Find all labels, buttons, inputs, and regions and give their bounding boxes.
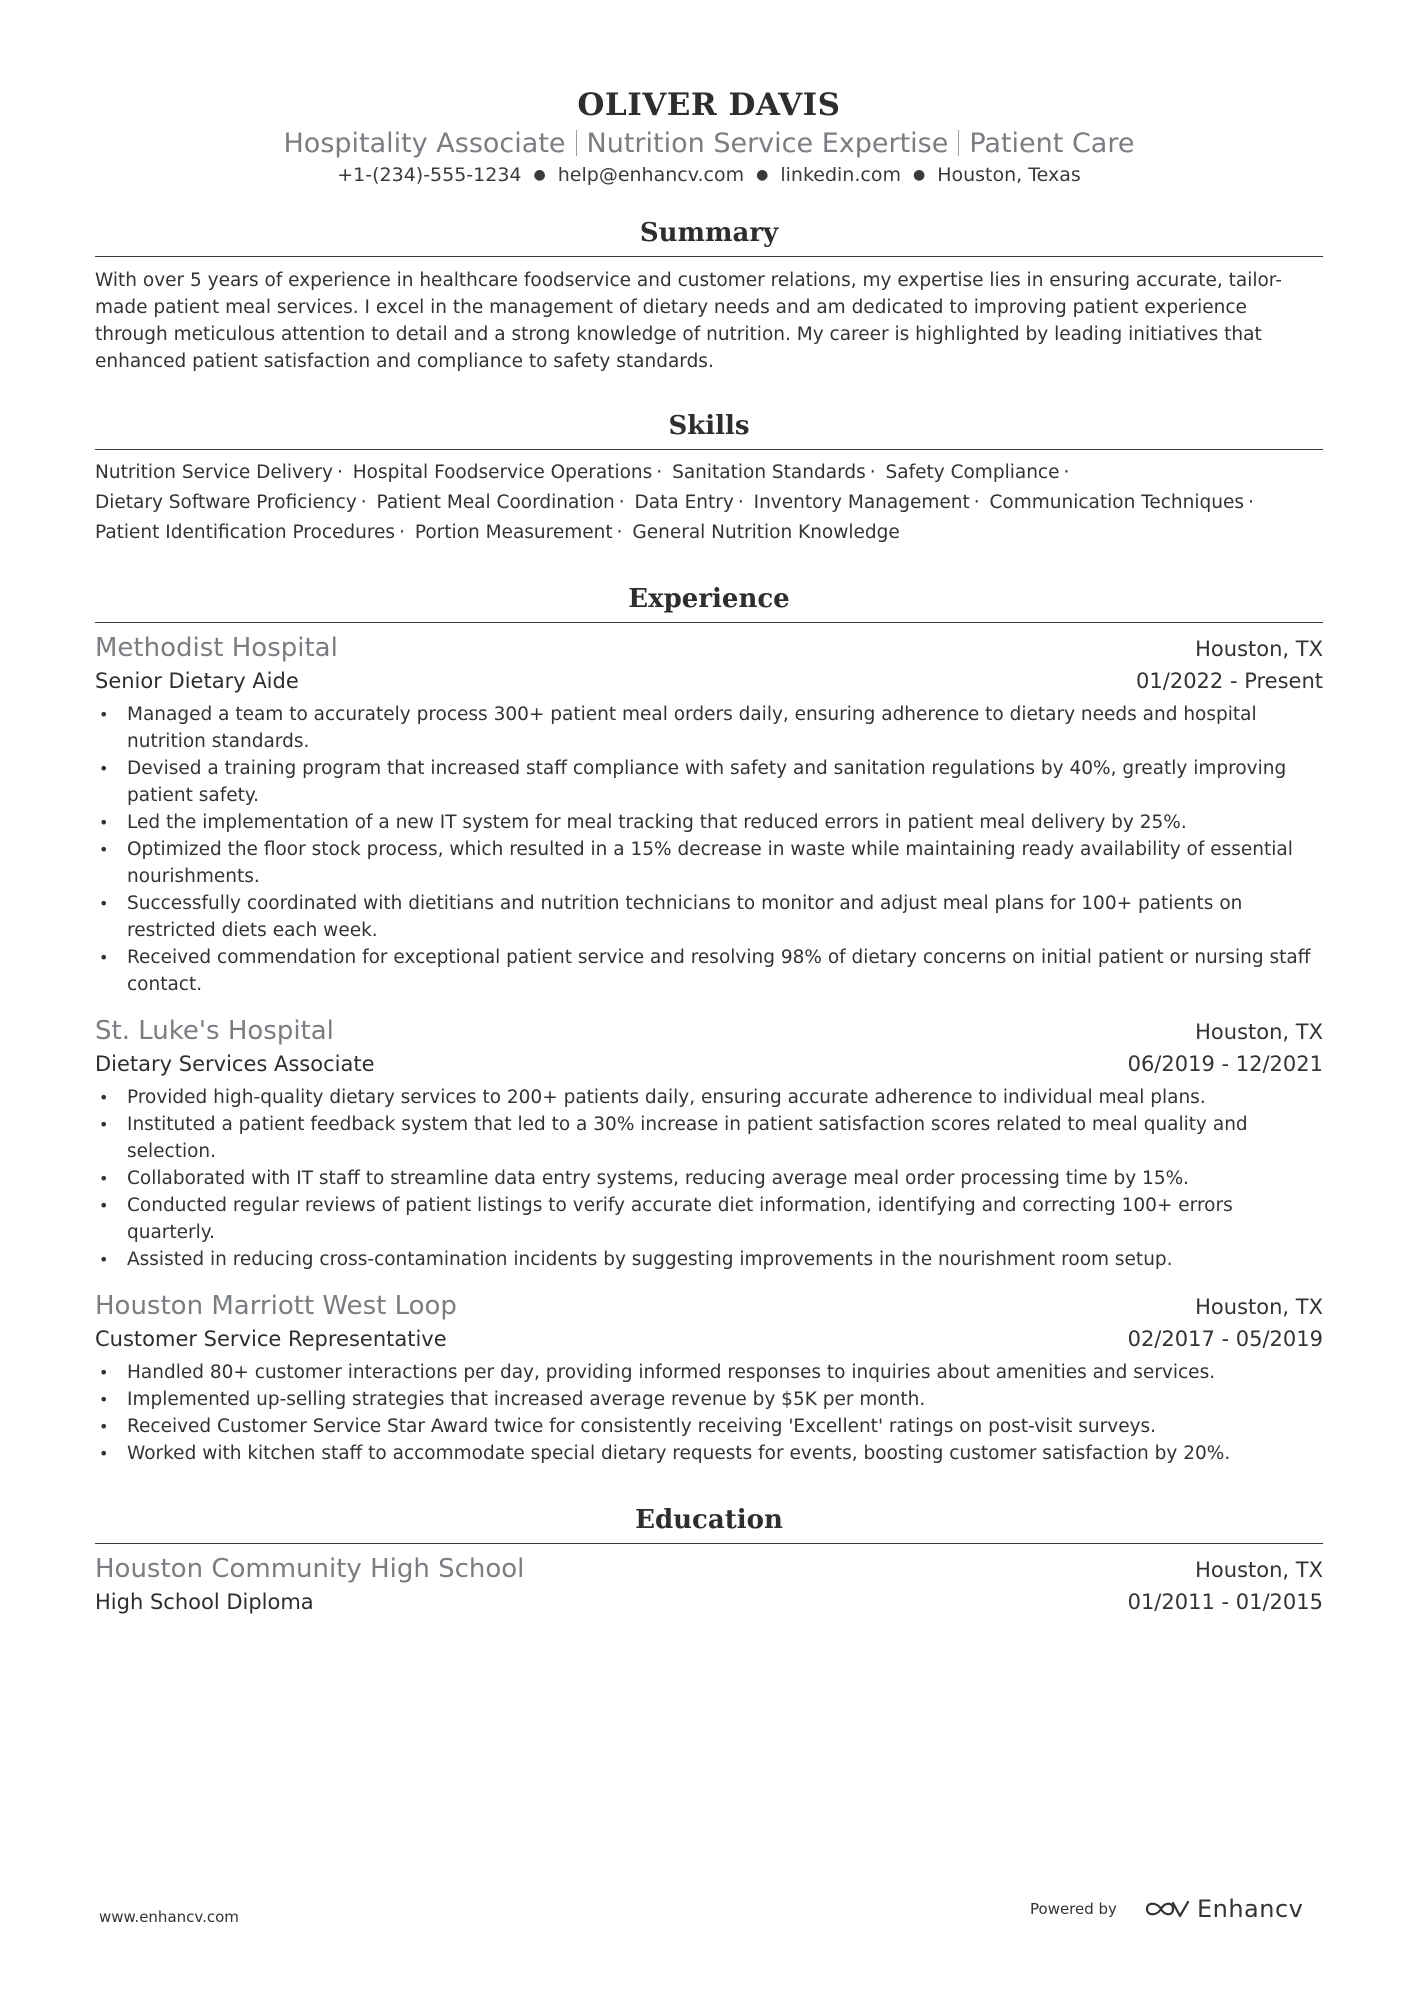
company-name: Methodist Hospital [95, 633, 338, 663]
achievement-item: • Devised a training program that increased staff compliance with safety and sanitation regulations by 40%, greatly improving patient safety. [95, 755, 1323, 809]
achievement-list [95, 1359, 1323, 1467]
headline-item: Patient Care [969, 128, 1135, 159]
achievement-item: • Provided high-quality dietary services to 200+ patients daily, ensuring accurate adherence to individual meal plans. [95, 1084, 1323, 1111]
achievement-item: • Received commendation for exceptional patient service and resolving 98% of dietary concerns on initial patient or nursing staff contact. [95, 944, 1323, 998]
job-title: Dietary Services Associate [95, 1052, 375, 1076]
achievement-item: • Received Customer Service Star Award twice for consistently receiving 'Excellent' ratings on post-visit surveys. [95, 1413, 1323, 1440]
achievement-item: • Optimized the floor stock process, which resulted in a 15% decrease in waste while maintaining ready availability of essential nourishments. [95, 836, 1323, 890]
contact-line [95, 162, 1323, 188]
email-link[interactable]: help@enhancv.com [557, 164, 745, 186]
achievement-item: • Collaborated with IT staff to streamline data entry systems, reducing average meal order processing time by 15%. [95, 1165, 1323, 1192]
footer-website-link[interactable]: www.enhancv.com [99, 1908, 239, 1926]
job-title: Customer Service Representative [95, 1327, 447, 1351]
education-dates: 01/2011 - 01/2015 [1127, 1590, 1323, 1614]
skill-item: Portion Measurement · [414, 522, 623, 543]
summary-section [95, 216, 1323, 375]
candidate-name: OLIVER DAVIS [577, 87, 841, 123]
achievement-item: • Implemented up-selling strategies that increased average revenue by $5K per month. [95, 1386, 1323, 1413]
section-title-education: Education [95, 1503, 1323, 1544]
degree: High School Diploma [95, 1590, 314, 1614]
phone: +1-(234)-555-1234 [337, 164, 522, 186]
skill-item: Data Entry · [634, 492, 744, 513]
achievement-item: • Worked with kitchen staff to accommodate special dietary requests for events, boosting customer satisfaction by 20%. [95, 1440, 1323, 1467]
section-title-experience: Experience [95, 582, 1323, 623]
contact-separator-icon: ● [756, 167, 769, 183]
achievement-list [95, 1084, 1323, 1273]
footer-branding[interactable] [1030, 1895, 1303, 1923]
achievement-item: • Successfully coordinated with dietitians and nutrition technicians to monitor and adjust meal plans for 100+ patients on restricted diets each week. [95, 890, 1323, 944]
skill-item: Patient Identification Procedures · [95, 522, 405, 543]
education-entry [95, 1552, 1323, 1618]
section-title-skills: Skills [95, 409, 1323, 450]
experience-entry [95, 1014, 1323, 1273]
achievement-item: • Handled 80+ customer interactions per day, providing informed responses to inquiries about amenities and services. [95, 1359, 1323, 1386]
skill-item: Dietary Software Proficiency · [95, 492, 367, 513]
skill-item: Sanitation Standards · [672, 462, 876, 483]
skill-item: Hospital Foodservice Operations · [352, 462, 663, 483]
job-location: Houston, TX [1195, 637, 1323, 661]
headline-item: Hospitality Associate [283, 128, 566, 159]
summary-text: With over 5 years of experience in healthcare foodservice and customer relations, my expertise lies in ensuring accurate, tailor-made patient meal services. I excel in the management of dietary needs and am dedicated to improving patient experience through meticulous attention to detail and a strong knowledge of nutrition. My career is highlighted by leading initiatives that enhanced patient satisfaction and compliance to safety standards. [95, 270, 1282, 372]
achievement-item: • Led the implementation of a new IT system for meal tracking that reduced errors in patient meal delivery by 25%. [95, 809, 1323, 836]
job-location: Houston, TX [1195, 1020, 1323, 1044]
company-name: Houston Marriott West Loop [95, 1291, 457, 1321]
skills-list [95, 458, 1323, 548]
job-dates: 06/2019 - 12/2021 [1127, 1052, 1323, 1076]
job-dates: 02/2017 - 05/2019 [1127, 1327, 1323, 1351]
powered-by-label: Powered by [1030, 1900, 1117, 1918]
experience-section [95, 582, 1323, 1467]
achievement-item: • Instituted a patient feedback system that led to a 30% increase in patient satisfaction scores related to meal quality and selection. [95, 1111, 1323, 1165]
enhancv-logo-icon [1143, 1897, 1191, 1921]
location: Houston, Texas [937, 164, 1081, 186]
enhancv-brand-name: Enhancv [1196, 1895, 1304, 1923]
headline-item: Nutrition Service Expertise [586, 128, 949, 159]
skills-section [95, 409, 1323, 548]
contact-separator-icon: ● [912, 167, 926, 183]
resume-page [95, 86, 1323, 1618]
job-title: Senior Dietary Aide [95, 669, 299, 693]
skill-item: Patient Meal Coordination · [376, 492, 625, 513]
resume-header [95, 86, 1323, 188]
achievement-list [95, 701, 1323, 998]
experience-entry [95, 631, 1323, 998]
linkedin-link[interactable]: linkedin.com [780, 164, 901, 186]
education-section [95, 1503, 1323, 1618]
skill-item: Nutrition Service Delivery · [95, 462, 343, 483]
skill-item: Inventory Management · [753, 492, 980, 513]
achievement-item: • Assisted in reducing cross-contamination incidents by suggesting improvements in the nourishment room setup. [95, 1246, 1323, 1273]
achievement-item: • Conducted regular reviews of patient listings to verify accurate diet information, identifying and correcting 100+ errors quarterly. [95, 1192, 1323, 1246]
job-location: Houston, TX [1195, 1295, 1323, 1319]
headline [95, 126, 1323, 162]
skill-item: Safety Compliance · [885, 462, 1070, 483]
school-location: Houston, TX [1195, 1558, 1323, 1582]
skill-item: Communication Techniques · [989, 492, 1254, 513]
contact-separator-icon: ● [533, 167, 546, 183]
school-name: Houston Community High School [95, 1554, 525, 1584]
company-name: St. Luke's Hospital [95, 1016, 334, 1046]
job-dates: 01/2022 - Present [1136, 669, 1323, 693]
section-title-summary: Summary [95, 216, 1323, 257]
achievement-item: • Managed a team to accurately process 300+ patient meal orders daily, ensuring adherence to dietary needs and hospital nutrition standards. [95, 701, 1323, 755]
experience-entry [95, 1289, 1323, 1467]
headline-separator [576, 130, 577, 156]
skill-item: General Nutrition Knowledge [632, 522, 900, 543]
headline-separator [958, 130, 959, 156]
